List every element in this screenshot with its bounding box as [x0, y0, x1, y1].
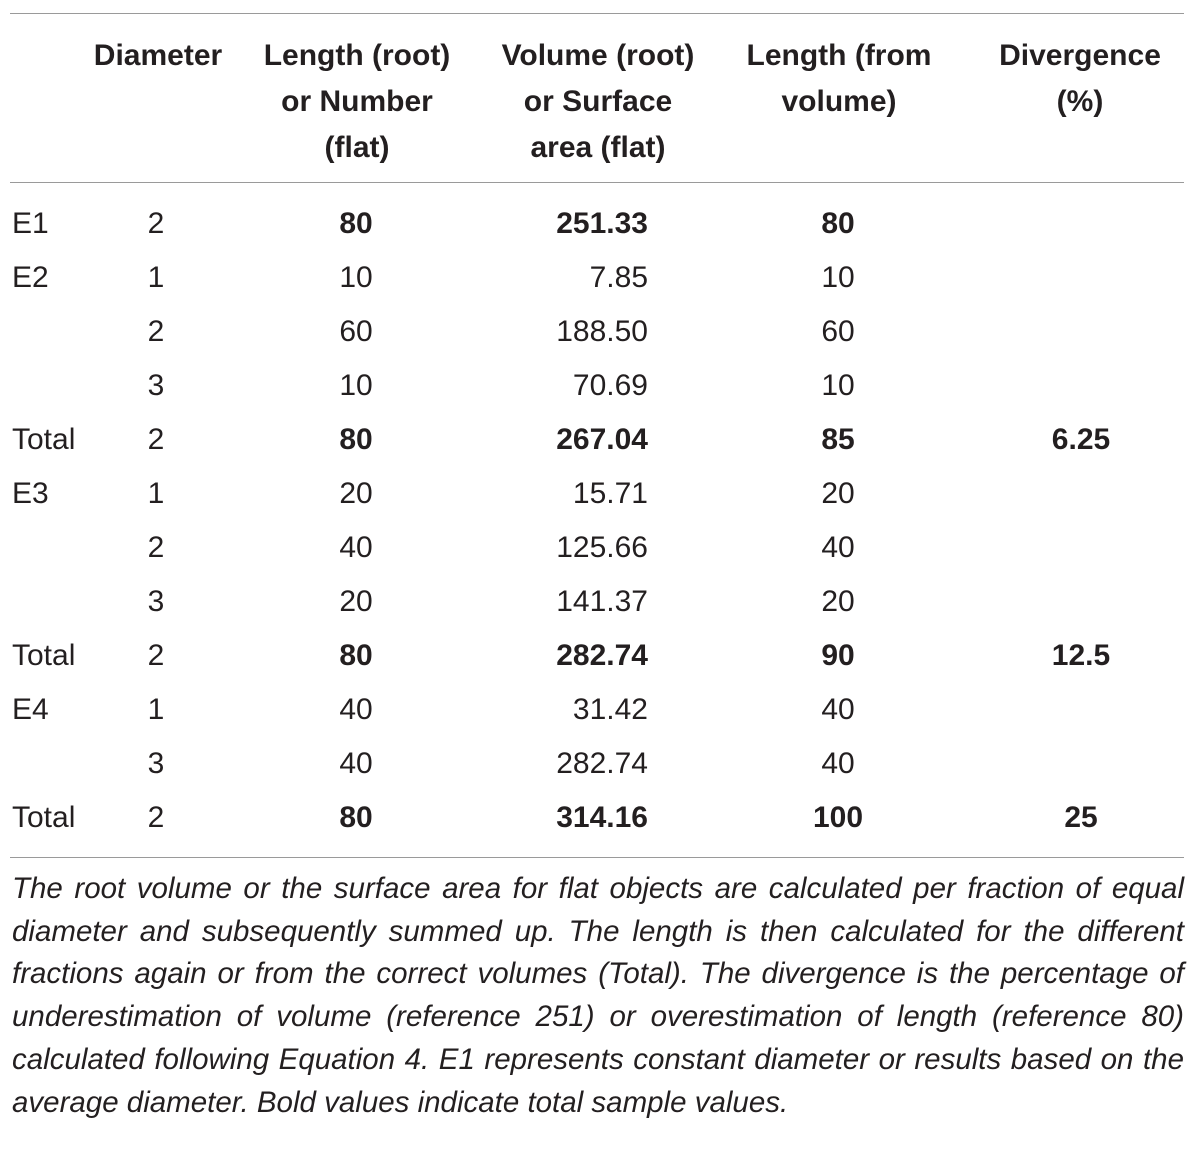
cell-length: 80: [339, 207, 373, 240]
cell-length-from-volume: 40: [821, 747, 855, 780]
header-line: Divergence: [999, 39, 1161, 72]
header-diameter: [82, 33, 234, 79]
cell-diameter: 1: [147, 261, 165, 294]
header-line: or Number: [281, 85, 433, 118]
header-volume-root: [487, 33, 709, 171]
cell-length-from-volume: 90: [821, 639, 855, 672]
table-row: [0, 629, 1200, 683]
header-length-root: [251, 33, 463, 171]
cell-diameter: 2: [147, 639, 165, 672]
cell-length: 80: [339, 423, 373, 456]
table-row: [0, 791, 1200, 845]
cell-diameter: 1: [147, 477, 165, 510]
table-row: [0, 413, 1200, 467]
cell-diameter: 3: [147, 369, 165, 402]
header-line: or Surface: [523, 85, 673, 118]
header-length-from-volume: [733, 33, 945, 125]
cell-diameter: 3: [147, 747, 165, 780]
header-divergence: [985, 33, 1175, 125]
table-row: [0, 251, 1200, 305]
cell-diameter: 1: [147, 693, 165, 726]
header-rule: [10, 182, 1184, 183]
table-row: [0, 359, 1200, 413]
cell-volume: 15.71: [572, 477, 648, 510]
header-line: (%): [1056, 85, 1104, 118]
row-label: E1: [12, 207, 49, 240]
cell-length-from-volume: 85: [821, 423, 855, 456]
cell-length-from-volume: 10: [821, 369, 855, 402]
cell-length: 40: [339, 531, 373, 564]
cell-diameter: 2: [147, 315, 165, 348]
table-body: [0, 197, 1200, 845]
header-line: (flat): [324, 131, 390, 164]
cell-length-from-volume: 20: [821, 477, 855, 510]
cell-volume: 141.37: [556, 585, 648, 618]
cell-volume: 125.66: [556, 531, 648, 564]
header-line: Length (from: [746, 39, 932, 72]
row-label: E3: [12, 477, 49, 510]
cell-volume: 251.33: [556, 207, 648, 240]
header-line: Length (root): [263, 39, 451, 72]
table-row: [0, 683, 1200, 737]
row-label: Total: [12, 801, 76, 834]
cell-divergence: 6.25: [1051, 423, 1111, 456]
row-label: E2: [12, 261, 49, 294]
cell-length: 40: [339, 693, 373, 726]
cell-length-from-volume: 10: [821, 261, 855, 294]
cell-diameter: 2: [147, 801, 165, 834]
table-row: [0, 197, 1200, 251]
cell-length-from-volume: 60: [821, 315, 855, 348]
table-row: [0, 521, 1200, 575]
cell-diameter: 2: [147, 207, 165, 240]
cell-length: 80: [339, 801, 373, 834]
top-rule: [10, 13, 1184, 14]
header-line: Diameter: [93, 39, 223, 72]
row-label: Total: [12, 423, 76, 456]
cell-length-from-volume: 20: [821, 585, 855, 618]
cell-volume: 7.85: [589, 261, 648, 294]
cell-diameter: 3: [147, 585, 165, 618]
header-line: volume): [781, 85, 897, 118]
cell-length-from-volume: 40: [821, 693, 855, 726]
table-row: [0, 467, 1200, 521]
cell-volume: 282.74: [556, 747, 648, 780]
cell-diameter: 2: [147, 531, 165, 564]
table-row: [0, 575, 1200, 629]
cell-length-from-volume: 80: [821, 207, 855, 240]
cell-length: 60: [339, 315, 373, 348]
cell-length: 10: [339, 369, 373, 402]
header-line: Volume (root): [501, 39, 695, 72]
cell-length: 10: [339, 261, 373, 294]
row-label: E4: [12, 693, 49, 726]
cell-length: 40: [339, 747, 373, 780]
cell-length: 80: [339, 639, 373, 672]
cell-length-from-volume: 40: [821, 531, 855, 564]
table-footnote: The root volume or the surface area for flat objects are calculated per fraction of equal diameter and subsequently summed up. The length is then calculated for the different fractions again or from the correct volumes (Total). The divergence is the percentage of underestimation of volume (reference 251) or overestimation of length (reference 80) calculated following Equation 4. E1 represents constant diameter or results based on the average diameter. Bold values indicate total sample values.: [12, 872, 1184, 1119]
cell-length: 20: [339, 585, 373, 618]
cell-length: 20: [339, 477, 373, 510]
cell-volume: 267.04: [556, 423, 648, 456]
cell-diameter: 2: [147, 423, 165, 456]
table-row: [0, 737, 1200, 791]
cell-volume: 282.74: [556, 639, 648, 672]
cell-volume: 70.69: [572, 369, 648, 402]
cell-volume: 188.50: [556, 315, 648, 348]
cell-volume: 314.16: [556, 801, 648, 834]
table-row: [0, 305, 1200, 359]
cell-volume: 31.42: [572, 693, 648, 726]
cell-length-from-volume: 100: [812, 801, 864, 834]
header-line: area (flat): [530, 131, 666, 164]
cell-divergence: 12.5: [1051, 639, 1111, 672]
bottom-rule: [10, 857, 1184, 858]
cell-divergence: 25: [1064, 801, 1098, 834]
row-label: Total: [12, 639, 76, 672]
